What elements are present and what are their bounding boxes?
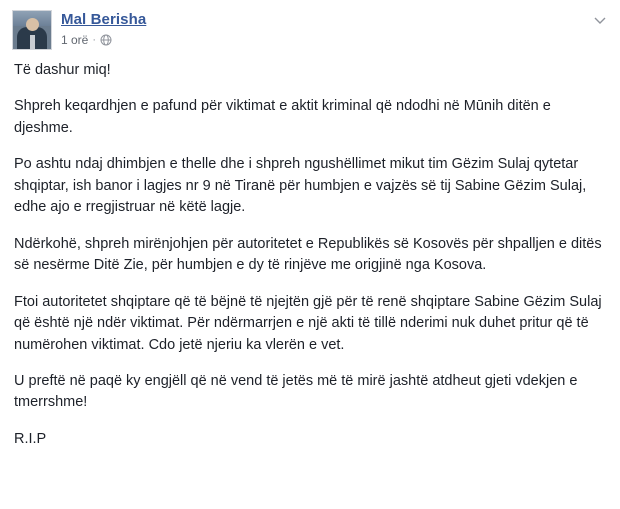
avatar-tie xyxy=(30,35,35,49)
post-header-text xyxy=(61,10,146,47)
post-paragraph: Ftoi autoritetet shqiptare që të bëjnë të njejtën gjë për të renë shqiptare Sabine Gëzim Sulaj që është një ndër viktimat. Për ndërmarrjen e një akti të tillë nderimi nuk duhet pritur që të numërohen viktimat. Cdo jetë njeriu ka vlerën e vet. xyxy=(14,293,602,353)
post-paragraph: U preftë në paqë ky engjëll që në vend të jetës më të mirë jashtë atdheut gjeti vdekjen e tmerrshme! xyxy=(14,372,578,411)
author-name-link[interactable]: Mal Berisha xyxy=(61,11,147,28)
post-paragraph: R.I.P xyxy=(14,430,47,447)
post-meta xyxy=(61,34,146,47)
post-paragraph: Po ashtu ndaj dhimbjen e thelle dhe i shpreh ngushëllimet mikut tim Gëzim Sulaj qytetar shqiptar, ish banor i lagjes nr 9 në Tiranë për humbjen e vajzës së tij Sabine Gëzim Sulaj, edhe ajo e rregjistruar në këtë lagje. xyxy=(14,156,587,216)
post-header xyxy=(0,0,620,54)
chevron-down-icon[interactable] xyxy=(592,12,608,28)
avatar-head xyxy=(26,18,39,31)
avatar[interactable] xyxy=(12,10,52,50)
post-message xyxy=(0,54,620,450)
globe-icon[interactable] xyxy=(100,34,112,46)
post-paragraph: Të dashur miq! xyxy=(14,62,111,78)
post-timestamp[interactable]: 1 orë xyxy=(61,32,89,47)
post-paragraph: Shpreh keqardhjen e pafund për viktimat e aktit kriminal që ndodhi në Mūnih ditën e djeshme. xyxy=(14,98,551,136)
post-paragraph: Ndërkohë, shpreh mirënjohjen për autoritetet e Republikës së Kosovës për shpalljen e ditës së nesërme Ditë Zie, për humbjen e dy të rinjëve me origjinë nga Kosova. xyxy=(14,235,602,274)
meta-separator: · xyxy=(92,34,97,47)
